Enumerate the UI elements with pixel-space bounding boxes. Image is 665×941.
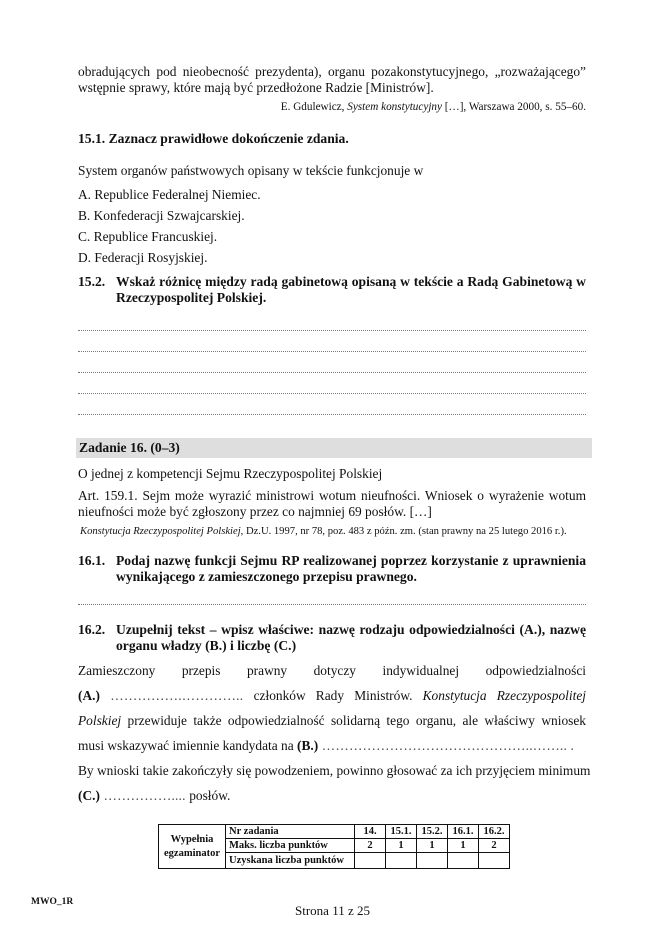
fill-line-6-text: posłów. [189,788,231,803]
answer-line-15-2-5[interactable] [78,414,586,415]
label-c: (C.) [78,788,100,803]
option-a-text: Republice Federalnej Niemiec. [94,187,261,202]
examiner-score-table [158,824,510,869]
citation-title: System konstytucyjny [347,101,442,113]
obtained-points-cell[interactable] [355,853,386,869]
task-number-cell: 14. [355,825,386,839]
fill-line-5: By wnioski takie zakończyły się powodzeniem, powinno głosować za ich przyjęciem minimum [78,763,591,778]
fill-line-2-italic: Konstytucja Rzeczypospolitej [422,688,586,703]
fill-line-6 [78,783,586,808]
max-points-cell: 1 [386,839,417,853]
source-excerpt [78,64,586,96]
option-b[interactable] [78,205,261,226]
score-row-task-numbers [159,825,510,839]
task-number-cell: 15.2. [417,825,448,839]
question-15-2-text: Wskaż różnicę między radą gabinetową opisaną w tekście a Radą Gabinetową w Rzeczypospolitej Polskiej. [116,274,586,305]
question-15-1-options [78,184,261,268]
option-b-letter: B. [78,208,91,223]
option-d-letter: D. [78,250,92,265]
option-a[interactable] [78,184,261,205]
question-16-2-fill-text [78,658,591,808]
option-c[interactable] [78,226,261,247]
citation-author: E. Gdulewicz, [280,101,348,113]
task-16-header-label: Zadanie 16. (0–3) [79,440,180,455]
option-d[interactable] [78,247,261,268]
question-16-2-title [78,622,586,654]
blank-a[interactable]: …………….………….. [99,688,254,703]
question-16-2-number: 16.2. [78,622,106,637]
obtained-points-cell[interactable] [479,853,510,869]
option-b-text: Konfederacji Szwajcarskiej. [93,208,245,223]
label-a: (A.) [78,688,100,703]
task-16-source-title: Konstytucja Rzeczypospolitej Polskiej [80,526,241,537]
fill-line-3 [78,708,586,733]
row-label-task-number: Nr zadania [226,825,355,839]
task-16-intro: O jednej z kompetencji Sejmu Rzeczypospolitej Polskiej [78,466,383,481]
question-16-2-text: Uzupełnij tekst – wpisz właściwe: nazwę rodzaju odpowiedzialności (A.), nazwę organu władzy (B.) i liczbę (C.) [116,622,586,653]
answer-line-15-2-4[interactable] [78,393,586,394]
question-16-1-title [78,553,586,585]
answer-line-15-2-2[interactable] [78,351,586,352]
source-excerpt-line-2: wstępnie sprawy, które mają być przedłożone Radzie [Ministrów]. [78,80,434,95]
question-16-1-text: Podaj nazwę funkcji Sejmu RP realizowanej poprzez korzystanie z uprawnienia wynikającego z zamieszczonego przepisu prawnego. [116,553,586,584]
question-15-2-number: 15.2. [78,274,106,289]
fill-line-3-text: przewiduje także odpowiedzialność solidarną tego organu, ale właściwy wniosek [121,713,586,728]
option-d-text: Federacji Rosyjskiej. [94,250,208,265]
option-a-letter: A. [78,187,92,202]
obtained-points-cell[interactable] [448,853,479,869]
question-15-2-title [78,274,586,306]
citation-details: […], Warszawa 2000, s. 55–60. [442,101,586,113]
fill-line-4 [78,733,586,758]
task-16-article: Art. 159.1. Sejm może wyrazić ministrowi wotum nieufności. Wniosek o wyrażenie wotum nieufności może być zgłoszony przez co najmniej 69 posłów. […] [78,488,586,519]
obtained-points-cell[interactable] [417,853,448,869]
question-16-1-number: 16.1. [78,553,106,568]
source-excerpt-line-1: obradujących pod nieobecność prezydenta), organu pozakonstytucyjnego, „rozważającego” [78,64,586,79]
fill-line-4-text: musi wskazywać imiennie kandydata na [78,738,298,753]
row-label-obtained-points: Uzyskana liczba punktów [226,853,355,869]
task-number-cell: 16.1. [448,825,479,839]
max-points-cell: 2 [479,839,510,853]
question-15-1-stem: System organów państwowych opisany w tekście funkcjonuje w [78,163,424,178]
max-points-cell: 2 [355,839,386,853]
task-16-source-details: , Dz.U. 1997, nr 78, poz. 483 z późn. zm. (stan prawny na 25 lutego 2016 r.). [240,526,567,537]
task-number-cell: 16.2. [479,825,510,839]
exam-code: MWO_1R [31,897,74,907]
obtained-points-cell[interactable] [386,853,417,869]
task-16-header [76,438,592,458]
max-points-cell: 1 [448,839,479,853]
row-label-max-points: Maks. liczba punktów [226,839,355,853]
fill-line-3-italic: Polskiej [78,713,122,728]
blank-b[interactable]: ………………………………………..…….. . [318,738,575,753]
task-16-source [80,525,586,539]
fill-line-1: Zamieszczony przepis prawny dotyczy indywidualnej odpowiedzialności [78,663,586,678]
blank-c[interactable]: …………….... [99,788,190,803]
examiner-label: Wypełnia egzaminator [159,825,226,869]
question-15-1-title: 15.1. Zaznacz prawidłowe dokończenie zdania. [78,131,349,146]
fill-line-2-text: członków Rady Ministrów. [253,688,423,703]
fill-line-2 [78,683,586,708]
label-b: (B.) [297,738,319,753]
source-citation [281,100,586,114]
task-number-cell: 15.1. [386,825,417,839]
answer-line-16-1[interactable] [78,604,586,605]
answer-line-15-2-1[interactable] [78,330,586,331]
option-c-letter: C. [78,229,91,244]
option-c-text: Republice Francuskiej. [93,229,218,244]
answer-line-15-2-3[interactable] [78,372,586,373]
max-points-cell: 1 [417,839,448,853]
page-number: Strona 11 z 25 [295,903,370,918]
